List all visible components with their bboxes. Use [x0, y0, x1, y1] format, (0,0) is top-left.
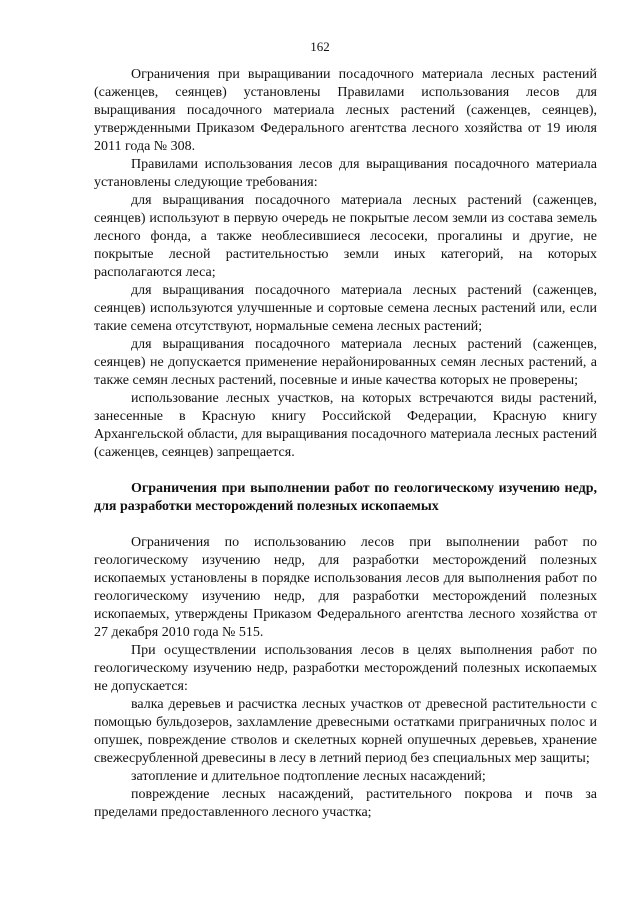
- paragraph: При осуществлении использования лесов в целях выполнения работ по геологическому изучению недр, разработки месторождений полезных ископаемых не допускается:: [94, 643, 597, 694]
- list-item: для выращивания посадочного материала лесных растений (саженцев, сеянцев) не допускается применение нерайонированных семян лесных растений, а также семян лесных растений, посевные и иные качества которых не проверены;: [94, 337, 597, 388]
- paragraph: Ограничения по использованию лесов при выполнении работ по геологическому изучению недр, для разработки месторождений полезных ископаемых установлены в порядке использования лесов для выполнения работ по геологическому изучению недр, для разработки месторождений полезных ископаемых, утверждены Приказом Федерального агентства лесного хозяйства от 27 декабря 2010 года № 515.: [94, 535, 597, 640]
- document-body: [94, 66, 597, 822]
- list-item: повреждение лесных насаждений, растительного покрова и почв за пределами предоставленного лесного участка;: [94, 787, 597, 820]
- paragraph: Правилами использования лесов для выращивания посадочного материала установлены следующие требования:: [94, 157, 597, 190]
- list-item: для выращивания посадочного материала лесных растений (саженцев, сеянцев) используются улучшенные и сортовые семена лесных растений или, если такие семена отсутствуют, нормальные семена лесных растений;: [94, 283, 597, 334]
- page-number: 162: [310, 39, 330, 54]
- section-spacer: [94, 462, 597, 480]
- list-item: для выращивания посадочного материала лесных растений (саженцев, сеянцев) используют в первую очередь не покрытые лесом земли из состава земель лесного фонда, а также необлесившиеся лесосеки, прогалины и другие, не покрытые лесной растительностью земли иных категорий, на которых располагаются леса;: [94, 193, 597, 280]
- list-item: валка деревьев и расчистка лесных участков от древесной растительности с помощью бульдозеров, захламление древесными остатками приграничных полос и опушек, повреждение стволов и скелетных корней опушечных деревьев, хранение свежесрубленной древесины в лесу в летний период без специальных мер защиты;: [94, 697, 597, 766]
- section-spacer: [94, 516, 597, 534]
- paragraph: Ограничения при выращивании посадочного материала лесных растений (саженцев, сеянцев) установлены Правилами использования лесов для выращивания посадочного материала лесных растений (саженцев, сеянцев), утвержденными Приказом Федерального агентства лесного хозяйства от 19 июля 2011 года № 308.: [94, 67, 597, 154]
- section-heading: Ограничения при выполнении работ по геологическому изучению недр, для разработки месторождений полезных ископаемых: [94, 481, 597, 514]
- list-item: затопление и длительное подтопление лесных насаждений;: [131, 769, 486, 784]
- list-item: использование лесных участков, на которых встречаются виды растений, занесенные в Красную книгу Российской Федерации, Красную книгу Архангельской области, для выращивания посадочного материала лесных растений (саженцев, сеянцев) запрещается.: [94, 391, 597, 460]
